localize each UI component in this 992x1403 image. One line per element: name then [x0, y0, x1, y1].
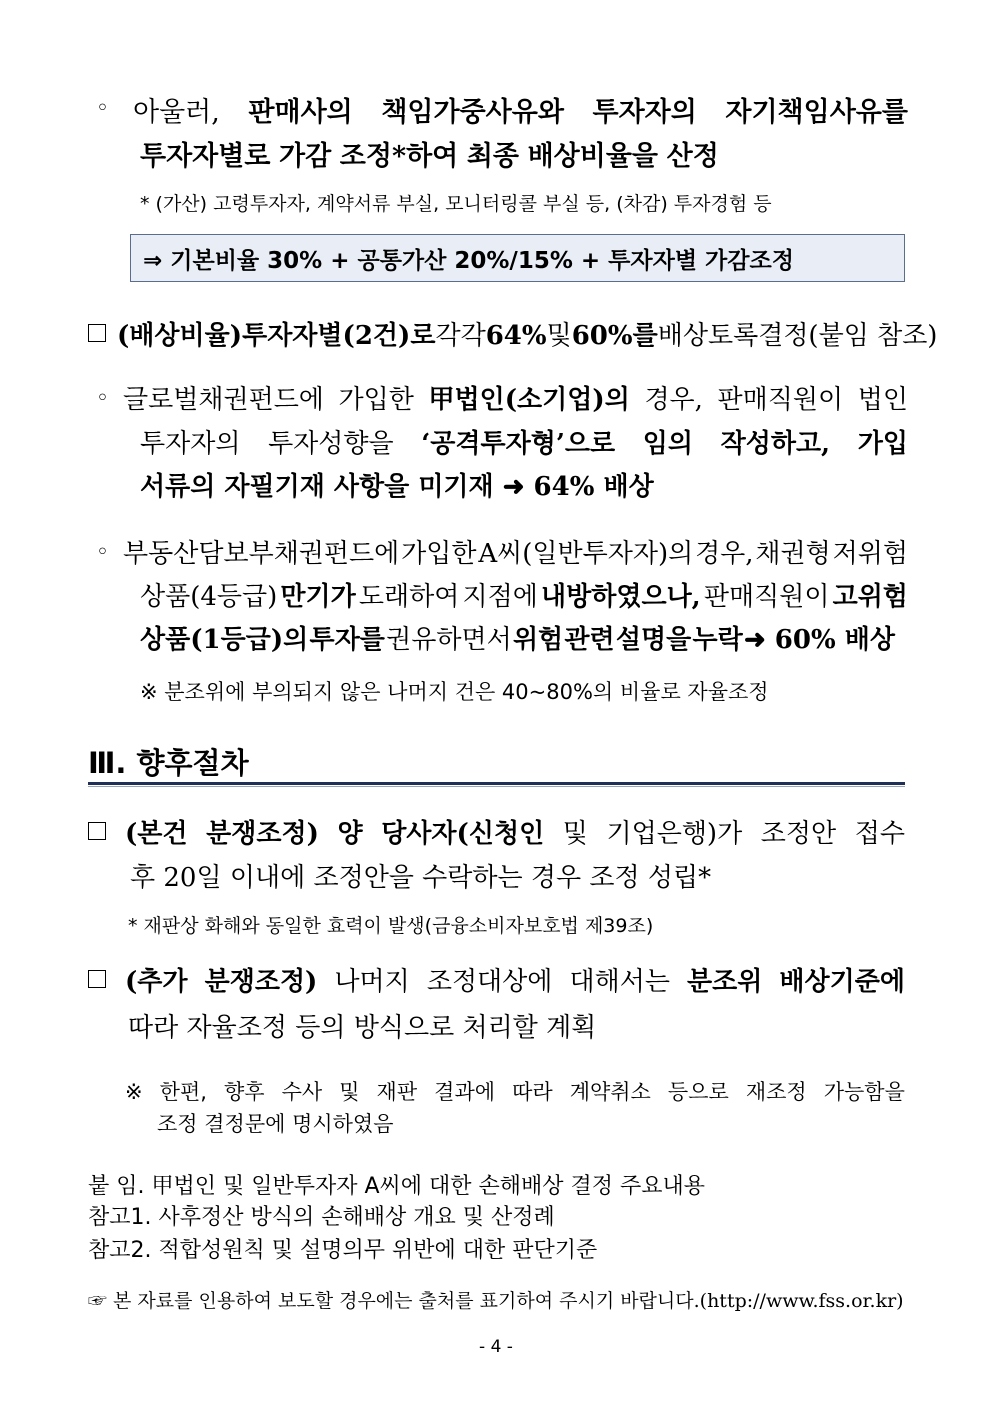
checkbox-square-icon: [88, 970, 106, 988]
bullet-marker: ◦: [96, 386, 109, 411]
attachment-item: 참고2. 적합성원칙 및 설명의무 위반에 대한 판단기준: [88, 1238, 598, 1263]
bullet1-footnote: * (가산) 고령투자자, 계약서류 부실, 모니터링콜 부실 등, (차감) 투자경험 등: [140, 193, 772, 215]
reconsideration-note-line2: 조정 결정문에 명시하였음: [157, 1112, 394, 1136]
bullet2-line2: 투자자의 투자성향을 ‘공격투자형’으로 임의 작성하고, 가입: [140, 429, 908, 459]
reconsideration-note-line1: ※ 한편, 향후 수사 및 재판 결과에 따라 계약취소 등으로 재조정 가능함을: [125, 1080, 905, 1104]
compensation-rate-line: (배상비율) 투자자별(2건)로 각각 64% 및 60%를 배상토록 결정(붙임 참조): [117, 321, 938, 351]
bullet3-line2: 상품(4등급) 만기가 도래하여 지점에 내방하였으나, 판매직원이 고위험: [140, 582, 908, 612]
bullet3-line3: 상품(1등급)의 투자를 권유하면서 위험 관련 설명을 누락 ➜ 60% 배상: [140, 625, 895, 655]
bullet-marker: ◦: [96, 96, 109, 121]
section-underline: [88, 782, 905, 785]
attachment-item: 참고1. 사후정산 방식의 손해배상 개요 및 산정례: [88, 1205, 555, 1230]
additional-dispute-line2: 따라 자율조정 등의 방식으로 처리할 계획: [128, 1013, 597, 1043]
additional-dispute-line1: (추가 분쟁조정) 나머지 조정대상에 대해서는 분조위 배상기준에: [125, 967, 905, 997]
bullet3-reference-note: ※ 분조위에 부의되지 않은 나머지 건은 40~80%의 비율로 자율조정: [140, 680, 769, 704]
checkbox-square-icon: [88, 324, 106, 342]
bullet3-line1: 부동산담보부채권펀드에 가입한 A씨(일반투자자)의 경우, 채권형 저위험: [123, 539, 908, 569]
section-underline-thin: [88, 786, 905, 787]
checkbox-square-icon: [88, 822, 106, 840]
page-number: - 4 -: [479, 1337, 513, 1357]
formula-box: [130, 234, 905, 282]
dispute-footnote: * 재판상 화해와 동일한 효력이 발생(금융소비자보호법 제39조): [128, 915, 654, 937]
formula-text: ⇒ 기본비율 30% + 공통가산 20%/15% + 투자자별 가감조정: [143, 247, 794, 274]
dispute-line1: (본건 분쟁조정) 양 당사자(신청인 및 기업은행)가 조정안 접수: [125, 819, 905, 849]
bullet1-line2: 투자자별로 가감 조정*하여 최종 배상비율을 산정: [140, 141, 719, 172]
section-heading: Ⅲ. 향후절차: [88, 746, 249, 780]
bullet-marker: ◦: [96, 540, 109, 565]
bullet1-line1: 아울러, 판매사의 책임가중사유와 투자자의 자기책임사유를: [133, 97, 908, 128]
citation-footer-note: ☞ 본 자료를 인용하여 보도할 경우에는 출처를 표기하여 주시기 바랍니다.(http://www.fss.or.kr): [88, 1290, 904, 1312]
bullet2-line3: 서류의 자필기재 사항을 미기재 ➜ 64% 배상: [140, 472, 654, 502]
dispute-line2: 후 20일 이내에 조정안을 수락하는 경우 조정 성립*: [130, 863, 712, 893]
bullet2-line1: 글로벌채권펀드에 가입한 甲법인(소기업)의 경우, 판매직원이 법인: [123, 385, 908, 415]
attachment-item: 붙 임. 甲법인 및 일반투자자 A씨에 대한 손해배상 결정 주요내용: [88, 1174, 706, 1199]
